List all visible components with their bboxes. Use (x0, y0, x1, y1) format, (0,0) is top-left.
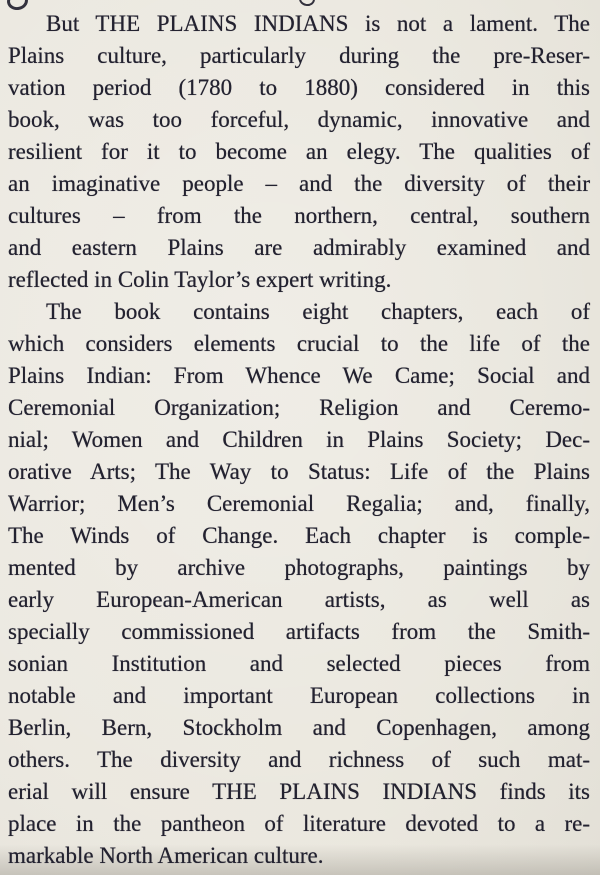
text-line: and eastern Plains are admirably examined and (8, 235, 590, 260)
text-line: others. The diversity and richness of such mat- (8, 747, 590, 772)
text-line: resilient for it to become an elegy. The qualities of (8, 139, 590, 164)
text-line: orative Arts; The Way to Status: Life of the Plains (8, 459, 590, 484)
text-line: an imaginative people – and the diversity of their (8, 171, 590, 196)
text-line: cultures – from the northern, central, southern (8, 203, 590, 228)
text-line: mented by archive photographs, paintings by (8, 555, 590, 580)
text-line: Ceremonial Organization; Religion and Ceremo- (8, 395, 590, 420)
paragraph (8, 296, 590, 872)
text-line: place in the pantheon of literature devoted to a re- (8, 811, 590, 836)
text-line: erial will ensure THE PLAINS INDIANS finds its (8, 779, 590, 804)
text-line: vation period (1780 to 1880) considered in this (8, 75, 590, 100)
text-line: The book contains eight chapters, each of (46, 299, 590, 324)
text-line: The Winds of Change. Each chapter is comple- (8, 523, 590, 548)
paragraph (8, 8, 590, 296)
text-line: Plains culture, particularly during the pre-Reser- (8, 43, 590, 68)
text-line: Berlin, Bern, Stockholm and Copenhagen, among (8, 715, 590, 740)
text-line: Warrior; Men’s Ceremonial Regalia; and, finally, (8, 491, 590, 516)
text-line: notable and important European collections in (8, 683, 590, 708)
text-line: Plains Indian: From Whence We Came; Social and (8, 363, 590, 388)
text-line: reflected in Colin Taylor’s expert writing. (8, 267, 392, 292)
text-line: But THE PLAINS INDIANS is not a lament. The (46, 11, 590, 36)
text-line: book, was too forceful, dynamic, innovative and (8, 107, 590, 132)
text-line: specially commissioned artifacts from the Smith- (8, 619, 590, 644)
text-line: which considers elements crucial to the life of the (8, 331, 590, 356)
text-line: early European-American artists, as well as (8, 587, 590, 612)
text-line: nial; Women and Children in Plains Society; Dec- (8, 427, 590, 452)
text-line: markable North American culture. (8, 843, 324, 868)
text-line: sonian Institution and selected pieces from (8, 651, 590, 676)
